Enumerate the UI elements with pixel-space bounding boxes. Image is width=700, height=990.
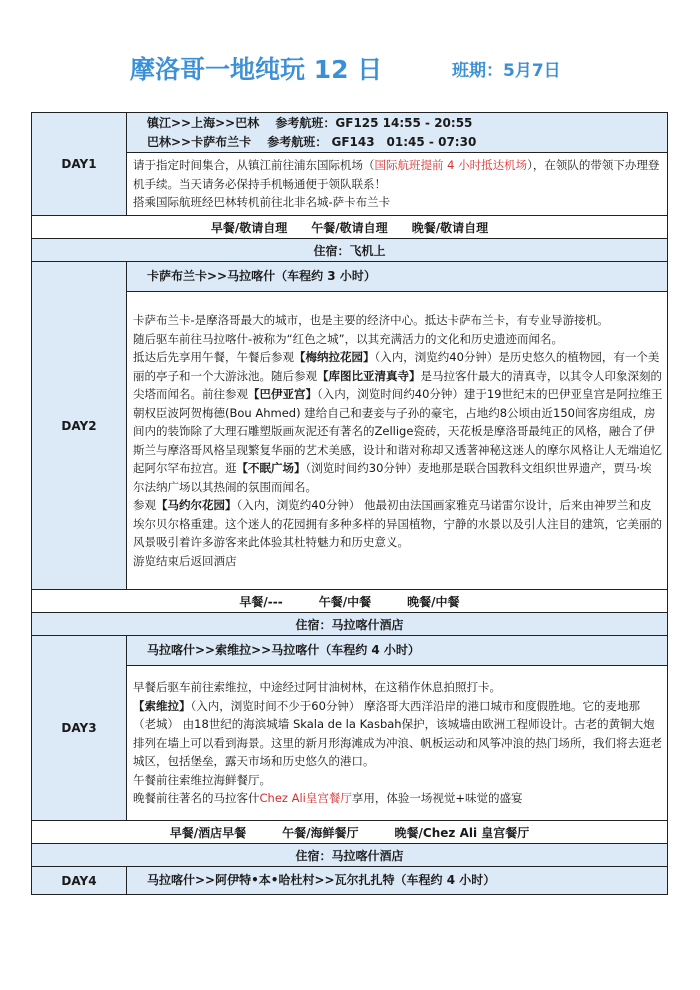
day-description [127,666,668,821]
departure-date: 班期：5月7日 [452,61,561,81]
dinner: 晚餐/敬请自理 [411,220,489,235]
dinner: 晚餐/Chez Ali 皇宫餐厅 [394,825,530,840]
dinner: 晚餐/中餐 [407,594,460,609]
description-paragraph: 抵达后先享用午餐，午餐后参观【梅纳拉花园】（入内，浏览约40分钟）是历史悠久的植物园，有一个美丽的亭子和一个大游泳池。随后参观【库图比亚清真寺】是马拉客什最大的清真寺，以其令人印象深刻的尖塔而闻名。前往参观【巴伊亚宫】（入内，浏览时间约40分钟）建于19世纪末的巴伊亚皇宫是阿拉维王朝权臣波阿贺梅德(Bou Ahmed) 建给自己和妻妾与子孙的豪宅，占地约8公顷由近150间客房组成，房间内的装饰除了大理石雕塑版画灰泥还有著名的Zellige瓷砖，天花板是摩洛哥最纯正的风格，融合了伊斯兰与摩洛哥风格呈现繁复华丽的艺术美感，设计和谐对称却又透著神秘这迷人的摩尔风格让人无端追忆起阿尔罕布拉宫。逛【不眠广场】（浏览时间约30分钟）麦地那是联合国教科文组织世界遗产，贾马·埃尔法纳广场以其热闹的氛围而闻名。 [133,350,663,494]
route-line: 马拉喀什>>阿伊特•本•哈杜村>>瓦尔扎扎特（车程约 4 小时） [147,873,496,887]
day-description [127,292,668,590]
accommodation-row: 住宿：马拉喀什酒店 [32,844,668,867]
day-label: DAY3 [32,636,127,821]
attraction-name: 【索维拉】 [133,698,191,713]
route-line: 镇江>>上海>>巴林 参考航班：GF125 14:55 - 20:55 [147,115,473,130]
route-line: 马拉喀什>>索维拉>>马拉喀什（车程约 4 小时） [147,643,420,657]
day-route-header [127,636,668,666]
page-title: 摩洛哥一地纯玩 12 日 [130,55,383,84]
highlight-text: 国际航班提前 4 小时抵达机场 [374,158,528,173]
meal-row [32,590,668,613]
description-paragraph: 参观【马约尔花园】（入内，浏览约40分钟） 他最初由法国画家雅克马诺雷尔设计，后来由神罗兰和皮埃尔贝尔格重建。这个迷人的花园拥有多种多样的异国植物，宁静的水景以及引人注目的建筑，它美丽的风景吸引着许多游客来此体验其杜特魅力和历史意义。 [133,498,662,549]
meal-row [32,821,668,844]
route-line: 卡萨布兰卡>>马拉喀什（车程约 3 小时） [147,269,376,283]
breakfast: 早餐/敬请自理 [210,220,288,235]
description-paragraph: 【索维拉】（入内，浏览时间不少于60分钟） 摩洛哥大西洋沿岸的港口城市和度假胜地。它的麦地那（老城） 由18世纪的海滨城墙 Skala de la Kasbah保护，该城墙由欧洲工程师设计。古老的黄铜大炮排列在墙上可以看到海景。这里的新月形海滩成为冲浪、帆板运动和风筝冲浪的热门场所，我们将去逛老城区，包括堡垒，露天市场和历史悠久的港口。 [133,698,662,769]
meal-row [32,216,668,239]
description-paragraph: 午餐前往索维拉海鲜餐厅。 [133,772,271,787]
day-route-header [127,262,668,292]
itinerary-table [31,112,668,895]
attraction-name: 【马约尔花园】 [156,498,237,512]
attraction-name: 【库图比亚清真寺】 [317,368,421,383]
highlight-text: Chez Ali皇宫餐厅 [259,791,352,806]
accommodation-row: 住宿：马拉喀什酒店 [32,613,668,636]
day-route-header [127,113,668,153]
accommodation-row: 住宿：飞机上 [32,239,668,262]
attraction-name: 【巴伊亚宫】 [248,387,317,401]
day-description [127,153,668,216]
description-paragraph: 随后驱车前往马拉喀什-被称为“红色之城”，以其充满活力的文化和历史遗迹而闻名。 [133,331,564,346]
description-paragraph: 游览结束后返回酒店 [133,553,237,568]
description-paragraph: 请于指定时间集合，从镇江前往浦东国际机场（国际航班提前 4 小时抵达机场），在领队的带领下办理登机手续。当天请务必保持手机畅通便于领队联系！ [133,158,660,191]
attraction-name: 【梅纳拉花园】 [294,350,375,364]
breakfast: 早餐/酒店早餐 [169,825,247,840]
attraction-name: 【不眠广场】 [236,461,306,475]
route-line: 巴林>>卡萨布兰卡 参考航班： GF143 01:45 - 07:30 [147,134,477,149]
description-paragraph: 搭乘国际航班经巴林转机前往北非名城-萨卡布兰卡 [133,195,391,210]
day-label: DAY4 [32,867,127,895]
description-paragraph: 早餐后驱车前往索维拉，中途经过阿甘油树林，在这稍作休息拍照打卡。 [133,680,501,695]
description-paragraph: 卡萨布兰卡-是摩洛哥最大的城市，也是主要的经济中心。抵达卡萨布兰卡，有专业导游接机。 [133,313,609,327]
breakfast: 早餐/--- [239,594,283,609]
lunch: 午餐/中餐 [318,594,372,609]
day-route-header [127,867,668,895]
description-paragraph: 晚餐前往著名的马拉客什Chez Ali皇宫餐厅享用，体验一场视觉+味觉的盛宴 [133,791,523,806]
day-label: DAY1 [32,113,127,216]
page-header [0,50,700,84]
day-label: DAY2 [32,262,127,590]
lunch: 午餐/敬请自理 [311,220,388,235]
lunch: 午餐/海鲜餐厅 [282,825,359,840]
